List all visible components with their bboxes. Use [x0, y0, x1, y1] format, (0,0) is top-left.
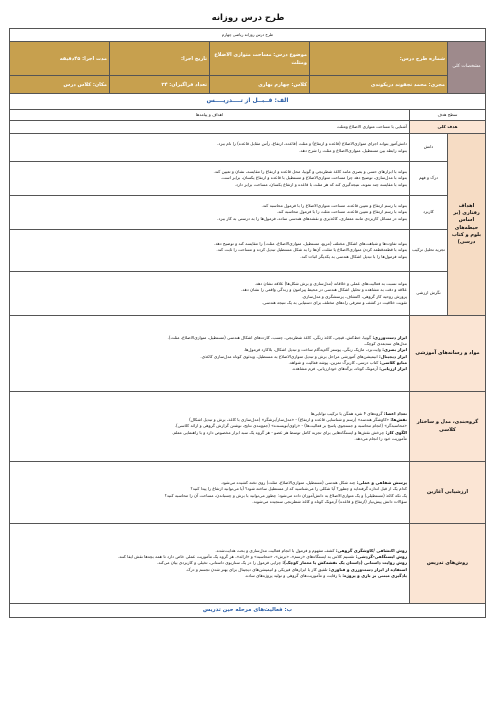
assessment-line: یک تکه کاغذ (مستطیلی) و یک متوازی‌الاضلاع به دانش‌آموزان داده می‌شود: چطور می‌توانید با برش و چسباندن، مساحت آن را محاسبه کنید؟	[164, 492, 407, 498]
analysis-objectives	[9, 230, 409, 272]
objective-line: بتواند رابطه بین مستطیل، متوازی‌الاضلاع و مثلث را شرح دهد.	[299, 147, 407, 153]
media-line: ابزار دیجیتال: انیمیشن‌های آموزشی مراحل برش و تبدیل متوازی‌الاضلاع به مستطیل، ویدئوی کوتاه مدل‌سازی کاغذی.	[200, 353, 407, 359]
method-line: روش اکتشافی /کاوشگری گروهی: کشف مفهوم و فرمول با انجام فعالیت مدل‌سازی و بحث هدایت‌شده.	[215, 548, 407, 554]
assessment-line: پرسش شفاهی و عملی: چند شکل هندسی (مستطیل، متوازی‌الاضلاع، مثلث) روی تخته کشیده می‌شود.	[220, 480, 407, 486]
method-line: روش ایستگاهی-گردشی: تقسیم کلاس به ایستگاه‌های «رسم»، «برش»، «محاسبه» و «ارائه»، هر گروه یک مأموریت عملی خاص دارد تا همه بچه‌ها نقش ایفا کنند.	[117, 554, 407, 560]
lesson-plan-table	[9, 28, 486, 618]
phase-before-teaching: الف: قــبــل از تــــدریــــس	[9, 94, 485, 110]
phase-during-teaching: ب: فعالیت‌های مرحله حین تدریس	[9, 604, 485, 618]
application-objectives	[9, 196, 409, 230]
objective-line: بتواند با ابزارهای حسی و بصری مانند کاغذ شطرنجی و گونیا، محل قاعده و ارتفاع را مقایسه، نشان و تعیین کند.	[213, 169, 407, 175]
media-line: مدل‌های سه‌بعدی کوچک.	[363, 341, 407, 347]
teacher-name: مجری: محمد نجفوند دریکوندی	[310, 76, 448, 94]
page-title: طرح درس روزانه	[211, 13, 285, 23]
lesson-place: مکان: کلاس درس	[9, 76, 109, 94]
level-knowledge: دانش	[410, 134, 448, 162]
method-line: روش روایت داستانی (داستان یک نقشه‌کش یا معمار کوچک): چرایی فرمول را در یک سناریوی داستانی، تخیلی و کاربردی بیان می‌کند.	[156, 560, 407, 566]
level-attitude: نگرش ارزشی	[410, 272, 448, 316]
objective-line: بتواند با مقایسه چند نمونه، نتیجه‌گیری کند که هر مثلث با قاعده و ارتفاع یکسان، مساحت برابر دارد.	[234, 181, 407, 187]
teaching-methods-label: روش‌های تدریس	[410, 524, 486, 604]
method-line: یادگیری مبتنی بر بازی و پروژه: با رقابت و مأموریت‌های گروهی و تولید پروژه‌های ساده.	[244, 572, 407, 578]
media-line: ابزار بصری: وایت‌برد، ماژیک رنگی، پوستر گام‌به‌گام ساخت و تبدیل اشکال، بلاکارد فرمول‌ها.	[243, 347, 407, 353]
grouping-line: مأموریت خود را انجام می‌دهد.	[354, 435, 407, 441]
objective-line: بتواند با رسم ارتفاع و تعیین قاعده، مساحت متوازی‌الاضلاع را با فرمول محاسبه کند.	[261, 203, 407, 209]
objective-line: پرورش روحیه کار گروهی، اکتشاف، پرسشگری و مدل‌سازی.	[301, 293, 407, 299]
media-label: مواد و رسانه‌های آموزشی	[410, 316, 486, 392]
general-goal-text: آشنایی با مساحت متوازی الاضلاع ومثلث	[9, 121, 409, 134]
grouping-content	[9, 392, 409, 462]
lesson-plan-page	[10, 8, 486, 694]
plan-number: شماره طرح درس:	[310, 42, 448, 76]
lesson-duration: مدت اجرا: ۴۵دقیقه	[9, 42, 109, 76]
objective-line: بتواند با مدل‌سازی، توضیح دهد چرا مساحت متوازی‌الاضلاع و مستطیل با قاعده و ارتفاع یکسان، برابر است.	[220, 175, 407, 181]
level-analysis: تجزیه تحلیل ترکیب	[410, 230, 448, 272]
comprehension-objectives	[9, 162, 409, 196]
initial-assessment-content	[9, 462, 409, 524]
grouping-line: تعداد اعضا: گروه‌های ۴ نفره همگن با ترکیب توانایی‌ها	[310, 411, 407, 417]
level-comprehension: درک و فهم	[410, 162, 448, 196]
general-info-label: مشخصات کلی	[448, 42, 486, 94]
objective-line: بتواند در مسائل کاربردی مانند معماری، کاغذبری و نقشه‌های هندسی ساده، فرمول‌ها را به درستی به کار ببرد.	[217, 215, 407, 221]
student-count: تعداد فراگیران: ۳۴	[110, 76, 210, 94]
plan-subtitle: طرح درس روزانه ریاضی چهارم	[9, 29, 485, 42]
level-application: کاربرد	[410, 196, 448, 230]
media-line: منابع کلاسی: کتاب درسی، کاربرگ تمرین، پوشه فعالیت و شواهد.	[288, 359, 407, 365]
goals-outcomes-header: اهداف و پیامدها	[9, 110, 409, 121]
objective-line: بتواند تفاوت‌ها و شباهت‌های اشکال مختلف (مربع، مستطیل، متوازی‌الاضلاع، مثلث) را مقایسه کند و توضیح دهد.	[213, 241, 407, 247]
grouping-line: الگوی کار: چرخش نقش‌ها و ایستگاه‌هایی برای تجربه کامل توسط هر عضو - هر گروه یک سبد ابزار مخصوص دارد و با راهنمایی معلم.	[171, 429, 407, 435]
assessment-line: کدام یک از قبل اندازه گرفته‌اید و چطور؟ آیا شکلی را می‌شناسید که از مستطیل ساخته شود؟ آیا می‌توانید ارتفاع را پیدا کنید؟	[190, 486, 407, 492]
objective-line: بتواند با قطعه‌قطعه کردن متوازی‌الاضلاع یا مثلث، آن‌ها را به شکل مستطیل تبدیل کرده و مساحت را ثابت کند.	[216, 247, 407, 253]
grouping-label: گروه‌بندی، مدل و ساختار کلاسی	[410, 392, 486, 462]
attitude-objectives	[9, 272, 409, 316]
initial-assessment-label: ارزشیابی آغازین	[410, 462, 486, 524]
behavioral-objectives-label: اهداف رفتاری (بر اساس حیطه‌های بلوم و کتاب درسی)	[448, 134, 486, 316]
knowledge-objectives	[9, 134, 409, 162]
grouping-line: «محاسبه‌گر» (انجام محاسبه و جستجوی پاسخ بر فعالیت‌ها) - «راوی/نویسنده» (جمع‌بندی نتایج، نوشتن گزارش گروهی و ارائه کلاسی).	[174, 423, 407, 429]
execution-date: تاریخ اجرا:	[110, 42, 210, 76]
media-line: ابزار دست‌ورزی: گونیا، خط‌کش، قیچی، کاغذ رنگی، کاغذ شطرنجی، چسب، کارت‌های اشکال هندسی (مستطیل، متوازی‌الاضلاع، مثلث).	[167, 335, 407, 341]
objective-line: تقویت خلاقیت در کشف و معرفی راه‌های مختلف برای دستیابی به یک نتیجه هندسی.	[261, 299, 407, 305]
teaching-methods-content	[9, 524, 409, 604]
objective-line: بتواند فرمول‌ها را با تبدیل اشکال هندسی به یکدیگر اثبات کند.	[300, 253, 407, 259]
method-line: استفاده از ابزار دست‌ورزی و فناوری: تلفیق کار با ابزارهای فیزیکی و انیمیشن‌های دیجیتال برای بهتر شدن تجسم و درک.	[185, 566, 407, 572]
grouping-line: نقش‌ها: «کاوشگر هندسه» (رسم و شناسایی قاعده و ارتفاع) - «مدل‌ساز/برشگر» (مدل‌سازی با کاغذ، برش و تبدیل اشکال)	[189, 417, 407, 423]
objective-line: بتواند نسبت به فعالیت‌های عملی و خلاقانه (مدل‌سازی و برش شکل‌ها) علاقه نشان دهد.	[254, 281, 407, 287]
media-content	[9, 316, 409, 392]
lesson-topic: موضوع درس: مساحت متوازی الاضلاع ومثلث	[210, 42, 310, 76]
class-name: کلاس: چهارم بهاری	[210, 76, 310, 94]
objective-line: علاقه و دقت به مشاهده و تحلیل اشکال هندسی در محیط پیرامون و زندگی واقعی را نشان دهد.	[241, 287, 407, 293]
objective-line: دانش‌آموز بتواند اجزای متوازی‌الاضلاع (قاعده و ارتفاع) و مثلث (قاعده، ارتفاع، رأس مقابل قاعده) را نام ببرد.	[217, 141, 407, 147]
objective-line: بتواند با رسم ارتفاع و تعیین قاعده، مساحت مثلث را با فرمول محاسبه کند.	[276, 209, 407, 215]
assessment-line: سؤالات دانش پیش‌نیاز (ارتفاع و قاعده) آزمونک کوتاه و کاغذ شطرنجی سنجیده می‌شوند.	[252, 498, 407, 504]
media-line: ابزار ارزیابی: آزمونک کوتاه، برگه‌های خودارزیابی، فرم مشاهده.	[291, 365, 407, 371]
goal-level-header: سطح هدف	[410, 110, 486, 121]
general-goal-label: هدف کلی	[410, 121, 486, 134]
